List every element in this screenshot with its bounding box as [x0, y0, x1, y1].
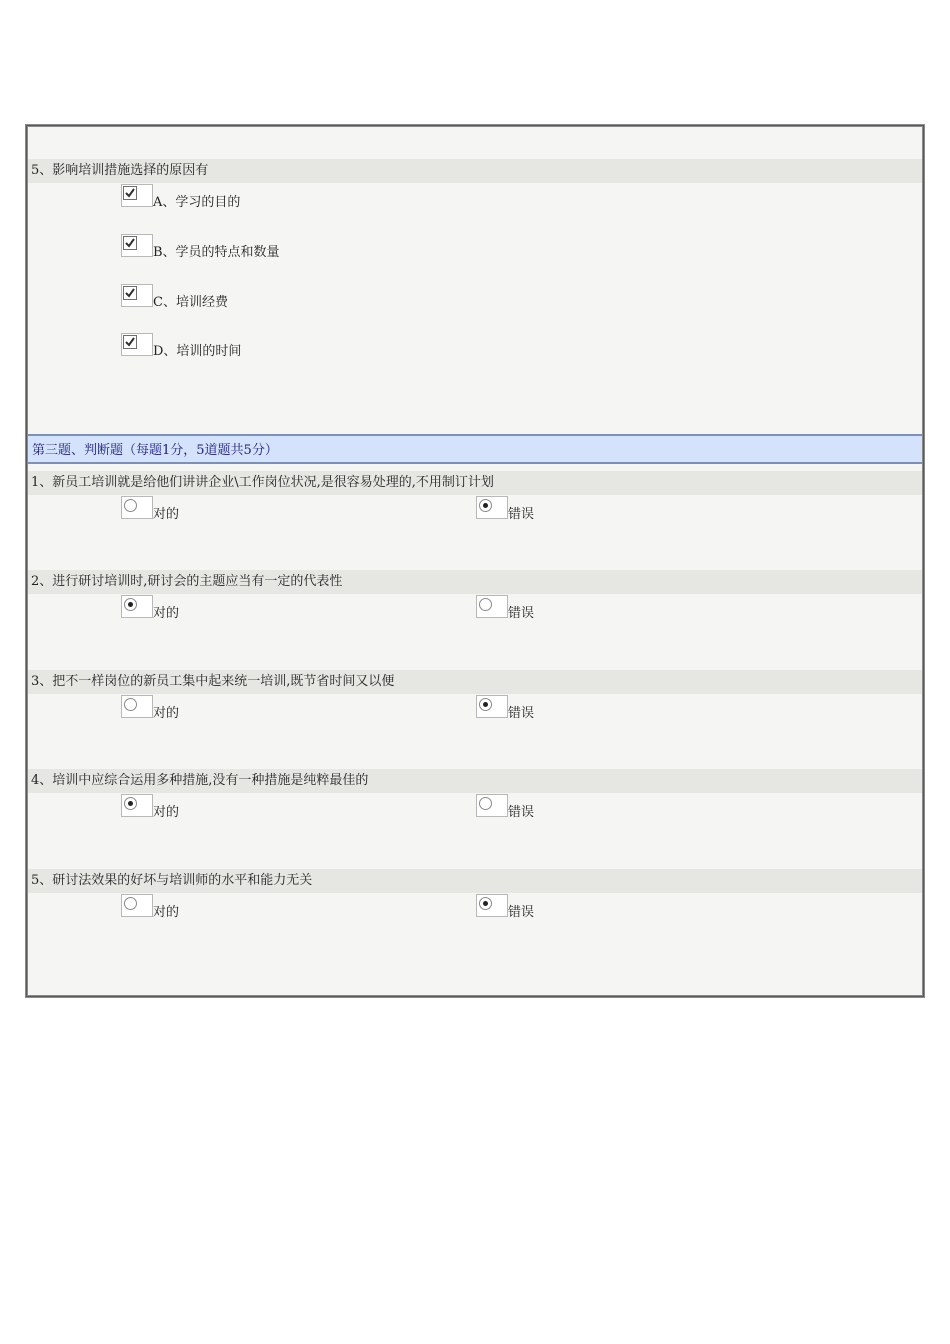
radio-empty-icon [124, 897, 137, 910]
judge-false-label: 错误 [508, 905, 535, 920]
radio-empty-icon [124, 698, 137, 711]
option-c-label: C、培训经费 [153, 295, 228, 310]
radio-selected-icon [124, 598, 137, 611]
radio-judge-5-true[interactable] [121, 894, 153, 917]
question-title-judge-5: 5、研讨法效果的好坏与培训师的水平和能力无关 [28, 869, 922, 893]
judge-false-label: 错误 [508, 606, 535, 621]
radio-empty-icon [479, 598, 492, 611]
radio-selected-icon [479, 698, 492, 711]
option-d-label: D、培训的时间 [153, 344, 242, 359]
question-title-judge-3: 3、把不一样岗位的新员工集中起来统一培训,既节省时间又以便 [28, 670, 922, 694]
radio-judge-5-false[interactable] [476, 894, 508, 917]
radio-empty-icon [124, 499, 137, 512]
option-b-label: B、学员的特点和数量 [153, 245, 280, 260]
radio-judge-4-false[interactable] [476, 794, 508, 817]
radio-judge-1-true[interactable] [121, 496, 153, 519]
option-a-label: A、学习的目的 [153, 195, 241, 210]
question-title-multi-5: 5、影响培训措施选择的原因有 [28, 159, 922, 183]
judge-true-label: 对的 [153, 606, 180, 621]
checkbox-d[interactable] [121, 333, 153, 356]
radio-judge-3-false[interactable] [476, 695, 508, 718]
checkmark-icon [123, 335, 137, 349]
checkmark-icon [123, 186, 137, 200]
checkmark-icon [123, 286, 137, 300]
radio-judge-1-false[interactable] [476, 496, 508, 519]
question-title-judge-2: 2、进行研讨培训时,研讨会的主题应当有一定的代表性 [28, 570, 922, 594]
judge-false-label: 错误 [508, 706, 535, 721]
judge-true-label: 对的 [153, 507, 180, 522]
quiz-frame [25, 124, 925, 998]
radio-selected-icon [124, 797, 137, 810]
question-title-judge-4: 4、培训中应综合运用多种措施,没有一种措施是纯粹最佳的 [28, 769, 922, 793]
checkmark-icon [123, 236, 137, 250]
judge-false-label: 错误 [508, 507, 535, 522]
radio-selected-icon [479, 897, 492, 910]
judge-true-label: 对的 [153, 905, 180, 920]
checkbox-b[interactable] [121, 234, 153, 257]
radio-selected-icon [479, 499, 492, 512]
checkbox-c[interactable] [121, 284, 153, 307]
radio-empty-icon [479, 797, 492, 810]
radio-judge-4-true[interactable] [121, 794, 153, 817]
judge-true-label: 对的 [153, 706, 180, 721]
radio-judge-2-true[interactable] [121, 595, 153, 618]
section-header-judge: 第三题、判断题（每题1分，5道题共5分） [28, 434, 922, 464]
radio-judge-2-false[interactable] [476, 595, 508, 618]
question-title-judge-1: 1、新员工培训就是给他们讲讲企业\工作岗位状况,是很容易处理的,不用制订计划 [28, 471, 922, 495]
judge-true-label: 对的 [153, 805, 180, 820]
judge-false-label: 错误 [508, 805, 535, 820]
radio-judge-3-true[interactable] [121, 695, 153, 718]
checkbox-a[interactable] [121, 184, 153, 207]
